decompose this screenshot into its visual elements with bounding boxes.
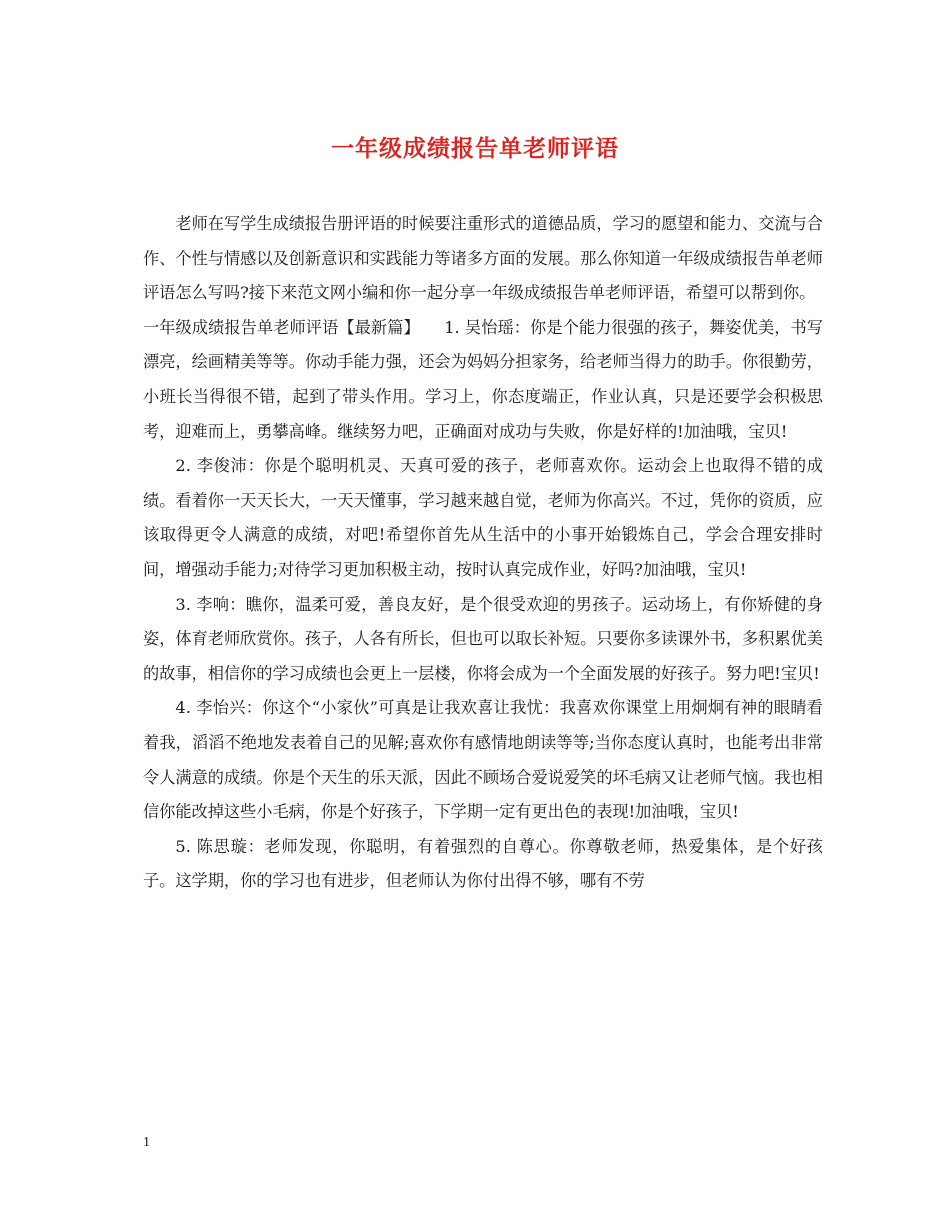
comment-paragraph-1: 一年级成绩报告单老师评语【最新篇】 1. 吴怡瑶：你是个能力很强的孩子，舞姿优美，书写漂亮，绘画精美等等。你动手能力强，还会为妈妈分担家务，给老师当得力的助手。你很勤劳，小班长当得很不错，起到了带头作用。学习上，你态度端正，作业认真，只是还要学会积极思考，迎难而上，勇攀高峰。继续努力吧，正确面对成功与失败，你是好样的!加油哦，宝贝!	[143, 317, 823, 441]
comment-paragraph-4: 4. 李怡兴：你这个“小家伙”可真是让我欢喜让我忧：我喜欢你课堂上用炯炯有神的眼睛看着我，滔滔不绝地发表着自己的见解;喜欢你有感情地朗读等等;当你态度认真时，也能考出非常令人满意的成绩。你是个天生的乐天派，因此不顾场合爱说爱笑的坏毛病又让老师气恼。我也相信你能改掉这些小毛病，你是个好孩子，下学期一定有更出色的表现!加油哦，宝贝!	[143, 698, 823, 822]
document-body	[143, 207, 823, 899]
comment-paragraph-3: 3. 李响：瞧你，温柔可爱，善良友好，是个很受欢迎的男孩子。运动场上，有你矫健的身姿，体育老师欣赏你。孩子，人各有所长，但也可以取长补短。只要你多读课外书，多积累优美的故事，相信你的学习成绩也会更上一层楼，你将会成为一个全面发展的好孩子。努力吧!宝贝!	[143, 594, 823, 683]
comment-paragraph-5: 5. 陈思璇：老师发现，你聪明，有着强烈的自尊心。你尊敬老师，热爱集体，是个好孩子。这学期，你的学习也有进步，但老师认为你付出得不够，哪有不劳	[143, 836, 823, 891]
comment-paragraph-2: 2. 李俊沛：你是个聪明机灵、天真可爱的孩子，老师喜欢你。运动会上也取得不错的成绩。看着你一天天长大，一天天懂事，学习越来越自觉，老师为你高兴。不过，凭你的资质，应该取得更令人满意的成绩，对吧!希望你首先从生活中的小事开始锻炼自己，学会合理安排时间，增强动手能力;对待学习更加积极主动，按时认真完成作业，好吗?加油哦，宝贝!	[143, 456, 823, 579]
document-title: 一年级成绩报告单老师评语	[331, 135, 619, 162]
page-number: 1	[143, 1135, 150, 1150]
intro-paragraph: 老师在写学生成绩报告册评语的时候要注重形式的道德品质，学习的愿望和能力、交流与合作、个性与情感以及创新意识和实践能力等诸多方面的发展。那么你知道一年级成绩报告单老师评语怎么写吗?接下来范文网小编和你一起分享一年级成绩报告单老师评语，希望可以帮到你。	[143, 214, 823, 303]
